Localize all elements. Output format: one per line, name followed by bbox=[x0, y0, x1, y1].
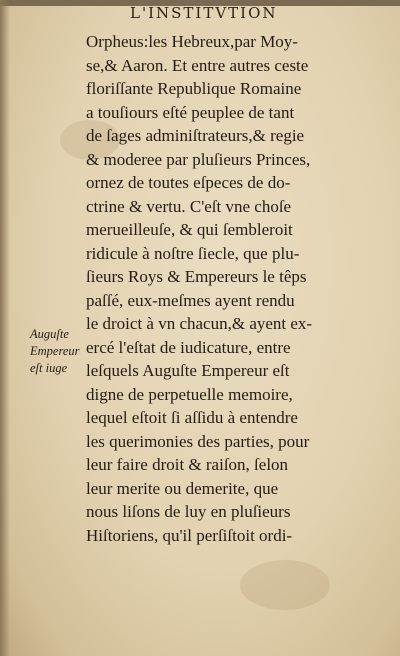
paper-stain bbox=[240, 560, 330, 610]
text-line: floriſſante Republique Romaine bbox=[86, 79, 302, 98]
text-line: ornez de toutes eſpeces de do- bbox=[86, 173, 291, 192]
text-line: les querimonies des parties, pour bbox=[86, 431, 310, 451]
marginal-note-line: eſt iuge bbox=[30, 361, 68, 375]
text-line: ſieurs Roys & Empereurs le têps bbox=[86, 267, 307, 286]
text-line: ridicule à noſtre ſiecle, que plu- bbox=[86, 243, 300, 263]
text-line: nous liſons de luy en pluſieurs bbox=[86, 502, 291, 521]
text-line: lequel eſtoit ſi aſſidu à entendre bbox=[86, 408, 298, 427]
text-line: leur faire droit & raiſon, ſelon bbox=[86, 455, 289, 474]
text-line: paſſé, eux-meſmes ayent rendu bbox=[86, 290, 295, 310]
text-line: Hiſtoriens, qu'il perſiſtoit ordi- bbox=[86, 525, 293, 545]
text-line: leſquels Auguſte Empereur eſt bbox=[86, 361, 290, 380]
marginal-note-line: Auguſte bbox=[30, 327, 69, 341]
text-line: leur merite ou demerite, que bbox=[86, 478, 279, 498]
text-line: digne de perpetuelle memoire, bbox=[86, 384, 293, 404]
marginal-note bbox=[30, 326, 86, 377]
body-text bbox=[86, 30, 386, 547]
text-line: Orpheus:les Hebreux,par Moy- bbox=[86, 32, 298, 51]
running-head: L'INSTITVTION bbox=[130, 4, 278, 22]
text-line: & moderee par pluſieurs Princes, bbox=[86, 149, 311, 169]
page-gutter-shadow bbox=[0, 0, 10, 656]
text-line: se,& Aaron. Et entre autres ceste bbox=[86, 55, 309, 75]
marginal-note-line: Empereur bbox=[30, 344, 80, 358]
text-line: a touſiours eſté peuplee de tant bbox=[86, 102, 295, 122]
text-line: merueilleuſe, & qui ſembleroit bbox=[86, 220, 293, 239]
text-line: ctrine & vertu. C'eſt vne choſe bbox=[86, 196, 292, 216]
text-line: le droict à vn chacun,& ayent ex- bbox=[86, 314, 313, 333]
text-line: ercé l'eſtat de iudicature, entre bbox=[86, 337, 291, 357]
text-line: de ſages adminiſtrateurs,& regie bbox=[86, 126, 305, 145]
